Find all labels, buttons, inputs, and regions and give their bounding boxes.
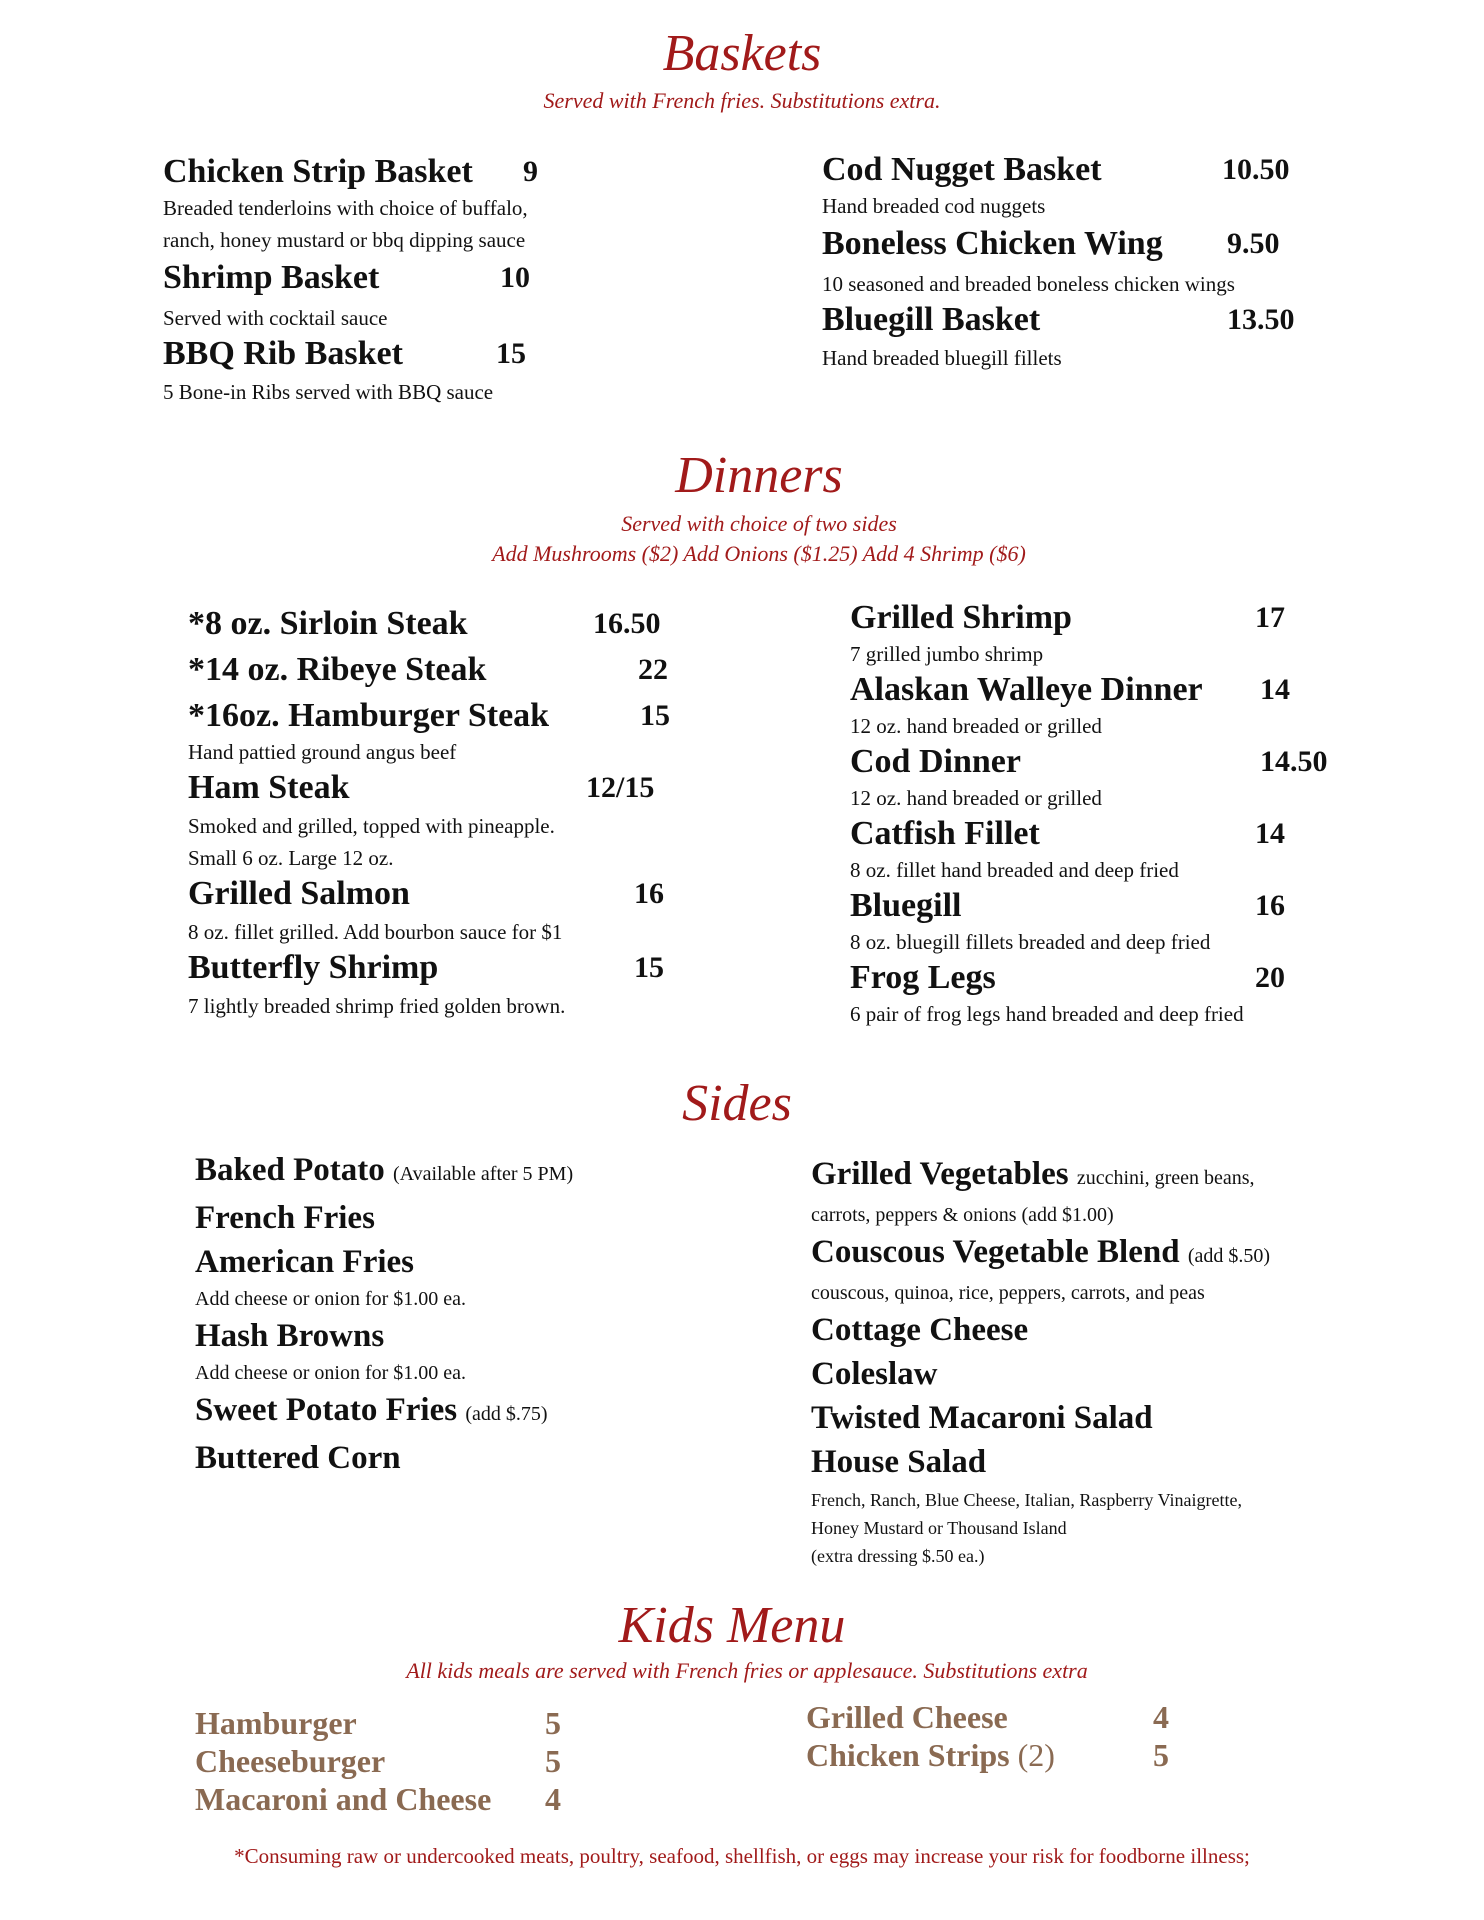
- side-name: Couscous Vegetable Blend: [811, 1234, 1180, 1270]
- item-price: 14.50: [1260, 745, 1328, 778]
- item-name: Bluegill Basket: [822, 301, 1041, 338]
- menu-item: [188, 650, 668, 690]
- item-description: 12 oz. hand breaded or grilled: [850, 714, 1102, 738]
- side-name: Coleslaw: [811, 1356, 938, 1392]
- item-name: BBQ Rib Basket: [163, 335, 403, 372]
- menu-item: [850, 670, 1290, 710]
- item-price: 13.50: [1227, 303, 1295, 336]
- item-price: 16: [1255, 889, 1285, 922]
- menu-item: [163, 152, 538, 192]
- side-item: [811, 1354, 1270, 1394]
- side-description: Add cheese or onion for $1.00 ea.: [195, 1362, 467, 1384]
- side-name: Sweet Potato Fries: [195, 1392, 458, 1428]
- side-item: [195, 1198, 573, 1238]
- side-item: [811, 1442, 1270, 1482]
- kids-item-name: Cheeseburger: [195, 1743, 386, 1779]
- item-price: 16: [634, 877, 664, 910]
- kids-item-name: Macaroni and Cheese: [195, 1781, 492, 1817]
- kids-left-column: [195, 1704, 561, 1818]
- side-description: Add cheese or onion for $1.00 ea.: [195, 1288, 467, 1310]
- item-price: 10.50: [1222, 153, 1290, 186]
- side-item: [195, 1438, 573, 1478]
- side-name: Cottage Cheese: [811, 1312, 1029, 1348]
- kids-item: [195, 1780, 561, 1818]
- menu-item: [188, 604, 661, 644]
- side-item: [811, 1154, 1270, 1198]
- sides-left-column: [195, 1150, 573, 1478]
- side-name: House Salad: [811, 1444, 987, 1480]
- kids-right-column: [806, 1698, 1169, 1774]
- item-price: 14: [1255, 817, 1285, 850]
- side-description: Honey Mustard or Thousand Island: [811, 1518, 1067, 1538]
- side-note: zucchini, green beans,: [1076, 1167, 1255, 1189]
- item-name: Cod Dinner: [850, 743, 1021, 780]
- item-name: Alaskan Walleye Dinner: [850, 671, 1203, 708]
- item-description: Small 6 oz. Large 12 oz.: [188, 846, 394, 870]
- item-name: Chicken Strip Basket: [163, 153, 473, 190]
- item-name: *16oz. Hamburger Steak: [188, 697, 550, 734]
- kids-item-price: 4: [1153, 1699, 1169, 1735]
- menu-item: [850, 886, 1285, 926]
- side-name: French Fries: [195, 1200, 375, 1236]
- kids-item-count: (2): [1017, 1737, 1055, 1773]
- item-description: 6 pair of frog legs hand breaded and deep fried: [850, 1002, 1244, 1026]
- item-description: Hand breaded bluegill fillets: [822, 346, 1062, 370]
- kids-item-name: Hamburger: [195, 1705, 357, 1741]
- item-name: Butterfly Shrimp: [188, 949, 439, 986]
- item-price: 15: [634, 951, 664, 984]
- side-item: [195, 1242, 573, 1282]
- food-safety-disclaimer: *Consuming raw or undercooked meats, poultry, seafood, shellfish, or eggs may increase your risk for foodborne illness;: [234, 1844, 1250, 1868]
- menu-item: [822, 300, 1295, 340]
- dinners-subtitle: Served with choice of two sides: [621, 511, 897, 536]
- baskets-left-column: [163, 152, 538, 408]
- item-description: Hand pattied ground angus beef: [188, 740, 457, 764]
- item-price: 20: [1255, 961, 1285, 994]
- item-description: Smoked and grilled, topped with pineapple.: [188, 814, 555, 838]
- side-item: [195, 1150, 573, 1194]
- menu-item: [188, 874, 664, 914]
- side-name: Baked Potato: [195, 1152, 385, 1188]
- menu-item: [850, 958, 1285, 998]
- menu-item: [850, 598, 1285, 638]
- item-name: *8 oz. Sirloin Steak: [188, 605, 468, 642]
- kids-item-name: Grilled Cheese: [806, 1699, 1008, 1735]
- item-price: 22: [638, 653, 668, 686]
- item-description: 7 grilled jumbo shrimp: [850, 642, 1044, 666]
- menu-item: [850, 742, 1328, 782]
- kids-item: [195, 1704, 561, 1742]
- item-name: Cod Nugget Basket: [822, 151, 1102, 188]
- side-description: (extra dressing $.50 ea.): [811, 1546, 985, 1566]
- dinners-addons: Add Mushrooms ($2) Add Onions ($1.25) Add 4 Shrimp ($6): [492, 541, 1026, 566]
- item-description: Hand breaded cod nuggets: [822, 194, 1046, 218]
- menu-item: [188, 948, 664, 988]
- side-item: [195, 1316, 573, 1356]
- side-name: American Fries: [195, 1244, 414, 1280]
- side-note: (Available after 5 PM): [393, 1163, 574, 1185]
- kids-item-price: 5: [1153, 1737, 1169, 1773]
- item-price: 10: [500, 261, 530, 294]
- side-description: couscous, quinoa, rice, peppers, carrots, and peas: [811, 1282, 1205, 1304]
- dinners-left-column: [188, 604, 670, 1022]
- menu-item: [163, 334, 528, 374]
- side-note: (add $.75): [465, 1403, 548, 1425]
- kids-item: [806, 1736, 1169, 1774]
- item-name: Frog Legs: [850, 959, 996, 996]
- side-item: [195, 1390, 573, 1434]
- item-name: Ham Steak: [188, 769, 350, 806]
- kids-subtitle: All kids meals are served with French fries or applesauce. Substitutions extra: [406, 1658, 1088, 1683]
- menu-item: [163, 258, 528, 298]
- kids-item-name: Chicken Strips: [806, 1737, 1010, 1773]
- item-description: 12 oz. hand breaded or grilled: [850, 786, 1102, 810]
- item-name: Boneless Chicken Wing: [822, 225, 1163, 262]
- baskets-right-column: [822, 150, 1295, 374]
- item-price: 9.50: [1227, 227, 1280, 260]
- kids-item: [806, 1698, 1169, 1736]
- item-description: 8 oz. bluegill fillets breaded and deep fried: [850, 930, 1211, 954]
- side-item: [811, 1398, 1270, 1438]
- item-name: Shrimp Basket: [163, 259, 380, 296]
- kids-title: Kids Menu: [618, 1597, 846, 1654]
- sides-right-column: [811, 1154, 1270, 1570]
- menu-item: [188, 768, 655, 808]
- kids-item: [195, 1742, 561, 1780]
- item-description: ranch, honey mustard or bbq dipping sauce: [163, 228, 526, 252]
- menu-item: [822, 150, 1290, 190]
- item-description: 8 oz. fillet grilled. Add bourbon sauce for $1: [188, 920, 563, 944]
- side-description: carrots, peppers & onions (add $1.00): [811, 1204, 1114, 1226]
- side-item: [811, 1310, 1270, 1350]
- item-price: 17: [1255, 601, 1285, 634]
- side-note: (add $.50): [1187, 1245, 1271, 1267]
- side-item: [811, 1232, 1270, 1276]
- item-name: Grilled Salmon: [188, 875, 410, 912]
- menu-item: [850, 814, 1285, 854]
- item-description: 5 Bone-in Ribs served with BBQ sauce: [163, 380, 494, 404]
- baskets-subtitle: Served with French fries. Substitutions extra.: [543, 88, 941, 113]
- item-description: Breaded tenderloins with choice of buffalo,: [163, 196, 528, 220]
- item-price: 14: [1260, 673, 1290, 706]
- item-price: 16.50: [593, 607, 661, 640]
- dinners-right-column: [850, 598, 1328, 1030]
- item-price: 12/15: [586, 771, 655, 804]
- item-description: 10 seasoned and breaded boneless chicken wings: [822, 272, 1235, 296]
- sides-title: Sides: [682, 1075, 792, 1132]
- item-price: 9: [523, 155, 538, 188]
- kids-item-price: 5: [545, 1743, 561, 1779]
- side-name: Hash Browns: [195, 1318, 385, 1354]
- item-name: Catfish Fillet: [850, 815, 1040, 852]
- side-name: Grilled Vegetables: [811, 1156, 1069, 1192]
- side-description: French, Ranch, Blue Cheese, Italian, Raspberry Vinaigrette,: [811, 1490, 1242, 1510]
- kids-item-price: 4: [545, 1781, 561, 1817]
- item-price: 15: [496, 337, 526, 370]
- dinners-title: Dinners: [675, 447, 843, 504]
- menu-item: [188, 696, 670, 736]
- menu-item: [822, 224, 1280, 264]
- item-description: Served with cocktail sauce: [163, 306, 388, 330]
- item-name: Bluegill: [850, 887, 962, 924]
- item-name: *14 oz. Ribeye Steak: [188, 651, 487, 688]
- item-name: Grilled Shrimp: [850, 599, 1072, 636]
- kids-item-price: 5: [545, 1705, 561, 1741]
- item-price: 15: [640, 699, 670, 732]
- item-description: 7 lightly breaded shrimp fried golden brown.: [188, 994, 566, 1018]
- baskets-title: Baskets: [662, 25, 822, 82]
- item-description: 8 oz. fillet hand breaded and deep fried: [850, 858, 1179, 882]
- side-name: Buttered Corn: [195, 1440, 401, 1476]
- side-name: Twisted Macaroni Salad: [811, 1400, 1153, 1436]
